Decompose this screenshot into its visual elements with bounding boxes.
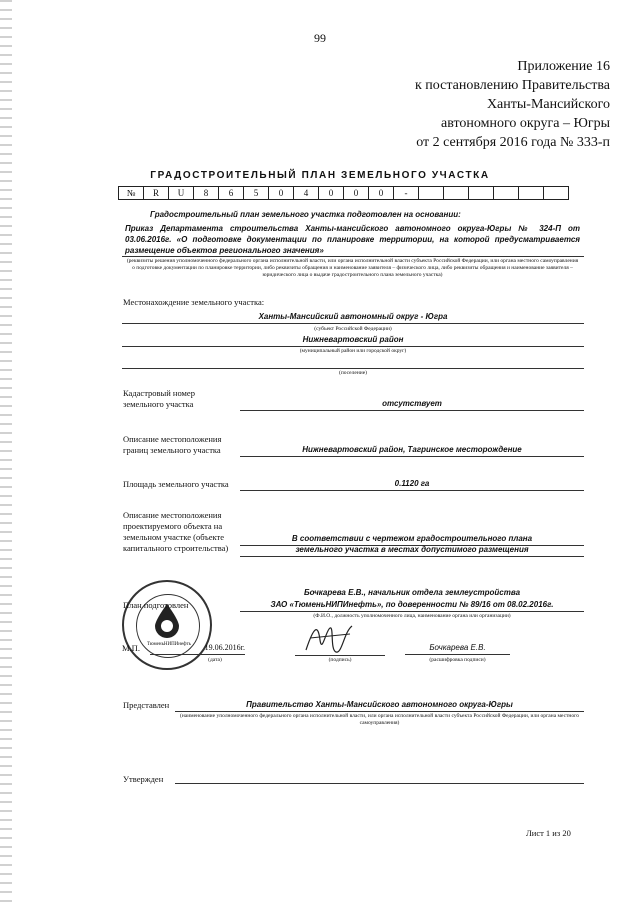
boundaries-value: Нижневартовский район, Тагринское месторождение [240, 445, 584, 457]
decode-value: Бочкарева Е.В. [405, 643, 510, 655]
registration-cell [469, 187, 494, 200]
appendix-line: к постановлению Правительства [414, 78, 610, 93]
seal-mark: М.П. [122, 643, 140, 653]
subject-caption: (субъект Российской Федерации) [314, 326, 392, 332]
area-value: 0.1120 га [240, 479, 584, 491]
subject-value: Ханты-Мансийский автономный округ - Югра [122, 312, 584, 324]
basis-heading: Градостроительный план земельного участка подготовлен на основании: [150, 210, 461, 219]
cadastral-label: Кадастровый номер земельного участка [123, 388, 195, 409]
presented-label: Представлен [123, 700, 170, 710]
signature-line [295, 655, 385, 656]
registration-cell: 8 [194, 187, 219, 200]
signature-caption: (подпись) [328, 657, 352, 663]
boundaries-label: Описание местоположения границ земельного участка [123, 434, 222, 455]
prepared-value-line1: Бочкарева Е.В., начальник отдела землеустройства [303, 588, 521, 597]
location-label: Местонахождение земельного участка: [123, 297, 265, 307]
basis-text [125, 223, 580, 256]
registration-number-table [118, 186, 569, 200]
prepared-caption: (Ф.И.О., должность уполномоченного лица, наименование органа или организации) [313, 613, 511, 619]
registration-cell: 0 [269, 187, 294, 200]
appendix-line: автономного округа – Югры [441, 116, 610, 131]
registration-cell: № [119, 187, 144, 200]
presented-caption: (наименование уполномоченного федерального органа исполнительной власти, или органа исполнительной власти субъекта Российской Федерации, или органа местного самоуправления) [180, 713, 579, 726]
decode-caption: (расшифровка подписи) [429, 657, 486, 663]
basis-underline [122, 256, 584, 257]
presented-value: Правительство Ханты-Мансийского автономного округа-Югры [175, 700, 584, 712]
document-title: ГРАДОСТРОИТЕЛЬНЫЙ ПЛАН ЗЕМЕЛЬНОГО УЧАСТКА [150, 170, 490, 181]
signature-icon [300, 620, 360, 660]
district-value: Нижневартовский район [122, 335, 584, 347]
prepared-label: План подготовлен [123, 600, 189, 610]
registration-cell [444, 187, 469, 200]
sheet-counter: Лист 1 из 20 [526, 828, 571, 838]
settlement-caption: (поселение) [339, 370, 367, 376]
object-value-line1: В соответствии с чертежом градостроительного плана [240, 534, 584, 546]
binding-margin [0, 0, 12, 905]
approved-label: Утвержден [123, 774, 164, 784]
object-value-line2: земельного участка в местах допустимого размещения [240, 545, 584, 557]
registration-cell: U [169, 187, 194, 200]
appendix-line: от 2 сентября 2016 года № 333-п [416, 135, 610, 150]
registration-cell [544, 187, 569, 200]
registration-cell: 5 [244, 187, 269, 200]
registration-cell: 0 [319, 187, 344, 200]
appendix-line: Ханты-Мансийского [486, 97, 610, 112]
stamp-text: ТюменьНИПИнефть [147, 642, 191, 647]
registration-cell [519, 187, 544, 200]
object-label: Описание местоположения проектируемого объекта на земельном участке (объекте капитального строительства) [123, 510, 229, 553]
registration-cell: - [394, 187, 419, 200]
district-caption: (муниципальный район или городской округ) [299, 348, 407, 354]
appendix-line: Приложение 16 [517, 59, 610, 74]
registration-cell: 4 [294, 187, 319, 200]
registration-cell [419, 187, 444, 200]
cadastral-value: отсутствует [240, 399, 584, 411]
registration-cell: 0 [369, 187, 394, 200]
registration-cell: R [144, 187, 169, 200]
registration-cell [494, 187, 519, 200]
date-caption: (дата) [208, 657, 222, 663]
page-number: 99 [314, 31, 326, 45]
settlement-line [122, 368, 584, 369]
basis-text-value: Приказ Департамента строительства Ханты-мансийского автономного округа-Югры № 324-П от 03.06.2016г. «О подготовке документации по планировке территории, на которой предусматривается размещение объектов регионального значения» [125, 224, 580, 255]
registration-cell: 0 [344, 187, 369, 200]
basis-note: (реквизиты решения уполномоченного федерального органа исполнительной власти, или органа исполнительной власти субъекта Российской Федерации, или органа местного самоуправления о подготовке документации по планировке территории, либо реквизиты обращения и наименование заявителя – физического лица, либо реквизиты обращения и наименование заявителя – юридического лица о выдаче градостроительного плана земельного участка) [126, 258, 579, 278]
area-label: Площадь земельного участка [123, 479, 229, 489]
approved-line [175, 783, 584, 784]
prepared-value-line2: ЗАО «ТюменьНИПИнефть», по доверенности № 89/16 от 08.02.2016г. [240, 600, 584, 612]
prepared-date: 19.06.2016г. [150, 643, 245, 655]
registration-cell: 6 [219, 187, 244, 200]
appendix-header [415, 57, 610, 152]
